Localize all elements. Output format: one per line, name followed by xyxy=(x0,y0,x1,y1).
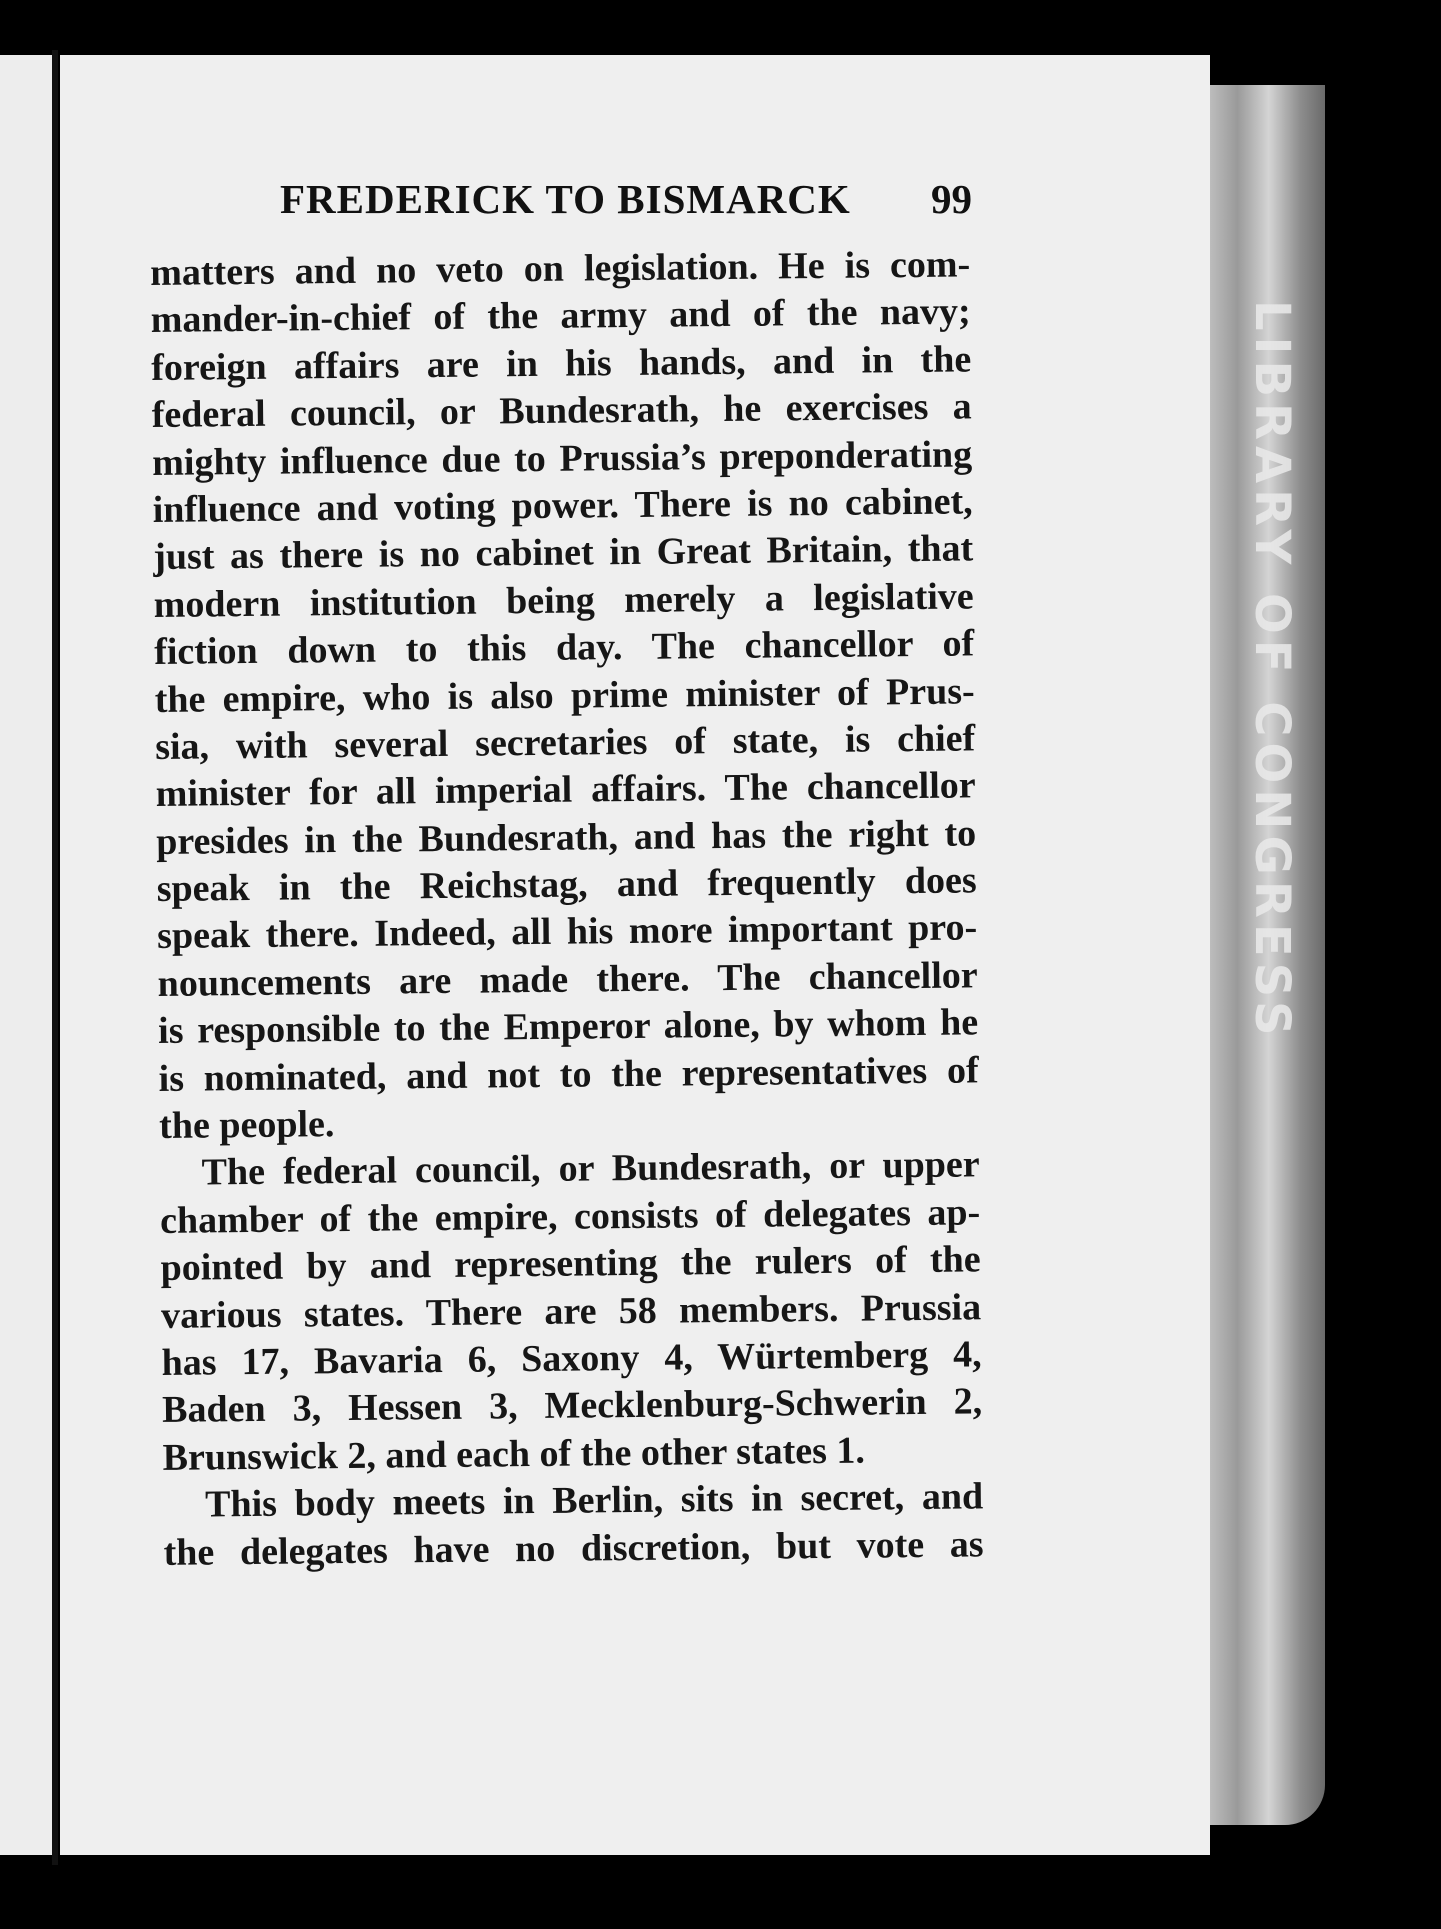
text-line: has 17, Bavaria 6, Saxony 4, Würtemberg 4, xyxy=(161,1333,982,1384)
text-line: modern institution being merely a legislative xyxy=(153,575,974,626)
text-line: mighty influence due to Prussia’s preponderating xyxy=(152,432,973,484)
text-line: the people. xyxy=(158,1103,335,1147)
text-line: the empire, who is also prime minister of Prus- xyxy=(154,669,975,721)
page-number: 99 xyxy=(931,176,972,222)
left-page-edge xyxy=(0,55,52,1855)
text-line: is nominated, and not to the representatives of xyxy=(158,1049,979,1100)
text-line: speak there. Indeed, all his more important pro- xyxy=(156,906,978,958)
text-line: Brunswick 2, and each of the other states 1. xyxy=(162,1429,866,1479)
text-line: various states. There are 58 members. Prussia xyxy=(160,1285,982,1337)
text-line: matters and no veto on legislation. He is com- xyxy=(150,243,971,294)
text-line: influence and voting power. There is no cabinet, xyxy=(152,480,973,531)
text-line: The federal council, or Bundesrath, or upper xyxy=(201,1143,980,1194)
text-line: the delegates have no discretion, but vote as xyxy=(163,1522,984,1574)
text-line: foreign affairs are in his hands, and in the xyxy=(151,338,972,389)
text-line: pointed by and representing the rulers of the xyxy=(160,1238,981,1290)
text-line: is responsible to the Emperor alone, by whom he xyxy=(157,1001,979,1053)
text-line: mander-in-chief of the army and of the navy; xyxy=(150,290,971,342)
text-line: presides in the Bundesrath, and has the right to xyxy=(155,812,977,863)
text-line: chamber of the empire, consists of delegates ap- xyxy=(159,1191,981,1242)
body-text xyxy=(150,241,984,1576)
text-line: federal council, or Bundesrath, he exercises a xyxy=(151,385,972,437)
text-line: This body meets in Berlin, sits in secret, and xyxy=(204,1475,984,1526)
gutter-line xyxy=(52,50,58,1865)
page-header xyxy=(280,175,980,235)
running-head: FREDERICK TO BISMARCK xyxy=(280,176,851,222)
text-line: just as there is no cabinet in Great Britain, that xyxy=(152,527,974,579)
text-line: fiction down to this day. The chancellor of xyxy=(153,622,975,674)
text-line: sia, with several secretaries of state, is chief xyxy=(154,717,976,768)
text-line: minister for all imperial affairs. The chancellor xyxy=(155,764,976,816)
fore-edge-stamp: LIBRARY OF CONGRESS xyxy=(1244,300,1300,1042)
text-line: speak in the Reichstag, and frequently does xyxy=(156,859,977,911)
text-line: nouncements are made there. The chancellor xyxy=(157,954,978,1005)
text-line: Baden 3, Hessen 3, Mecklenburg-Schwerin 2, xyxy=(161,1380,983,1432)
